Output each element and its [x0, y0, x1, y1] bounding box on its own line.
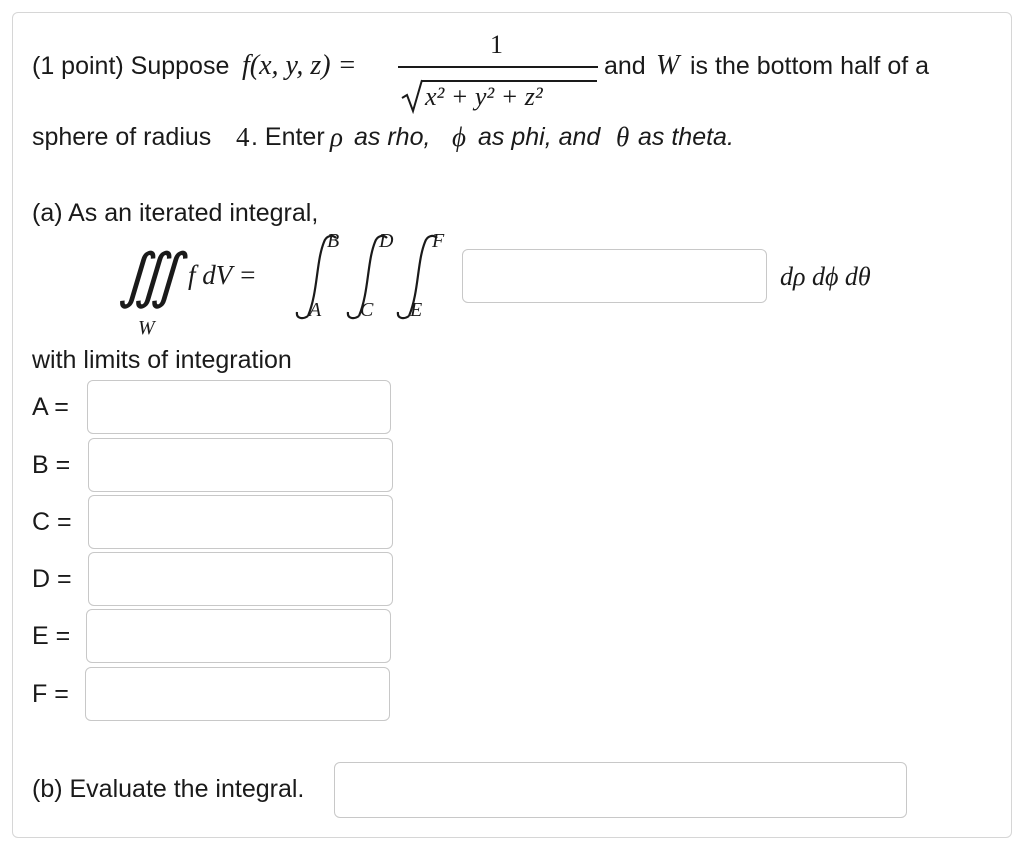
intro-line2-a: sphere of radius [32, 123, 212, 151]
rho-symbol: ρ [330, 122, 343, 152]
field-e-input[interactable] [86, 609, 391, 663]
fraction-numerator: 1 [490, 30, 503, 59]
intro-as-theta: as theta. [638, 123, 734, 151]
field-d-input[interactable] [88, 552, 393, 606]
intro-as-phi: as phi, and [478, 123, 601, 151]
with-limits-label: with limits of integration [32, 346, 292, 374]
part-b-heading: (b) Evaluate the integral. [32, 775, 305, 803]
limit-f: F [432, 230, 445, 252]
intro-prefix: (1 point) Suppose [32, 52, 230, 80]
field-a-input[interactable] [87, 380, 391, 434]
radius-value: 4 [236, 122, 250, 152]
triple-integral-symbol: ∭ [118, 243, 182, 309]
evaluate-integral-input[interactable] [334, 762, 907, 818]
intro-and: and [604, 52, 646, 80]
fraction-bar [398, 66, 598, 68]
fraction-radicand: x² + y² + z² [425, 82, 543, 111]
field-b-label: B = [32, 451, 71, 479]
integrand-f-dv: f dV = [188, 260, 257, 290]
field-b-input[interactable] [88, 438, 393, 492]
limit-c: C [360, 299, 374, 321]
region-subscript: W [138, 317, 155, 339]
part-a-heading: (a) As an iterated integral, [32, 199, 319, 227]
sqrt-radical-icon [400, 78, 424, 114]
field-a-label: A = [32, 393, 69, 421]
integrand-input[interactable] [462, 249, 767, 303]
limit-a: A [309, 299, 322, 321]
field-f-input[interactable] [85, 667, 390, 721]
field-c-input[interactable] [88, 495, 393, 549]
field-d-label: D = [32, 565, 72, 593]
theta-symbol: θ [616, 122, 630, 152]
intro-as-rho: as rho, [354, 123, 431, 151]
intro-line2-b: . Enter [251, 123, 325, 151]
limit-d: D [379, 230, 394, 252]
differential-label: dρ dϕ dθ [780, 262, 871, 291]
phi-symbol: ϕ [452, 122, 466, 152]
field-f-label: F = [32, 680, 69, 708]
region-symbol: W [656, 50, 680, 81]
function-lhs: f(x, y, z) = [242, 50, 357, 81]
intro-suffix: is the bottom half of a [690, 52, 930, 80]
limit-b: B [327, 230, 340, 252]
field-c-label: C = [32, 508, 72, 536]
field-e-label: E = [32, 622, 71, 650]
limit-e: E [410, 299, 423, 321]
